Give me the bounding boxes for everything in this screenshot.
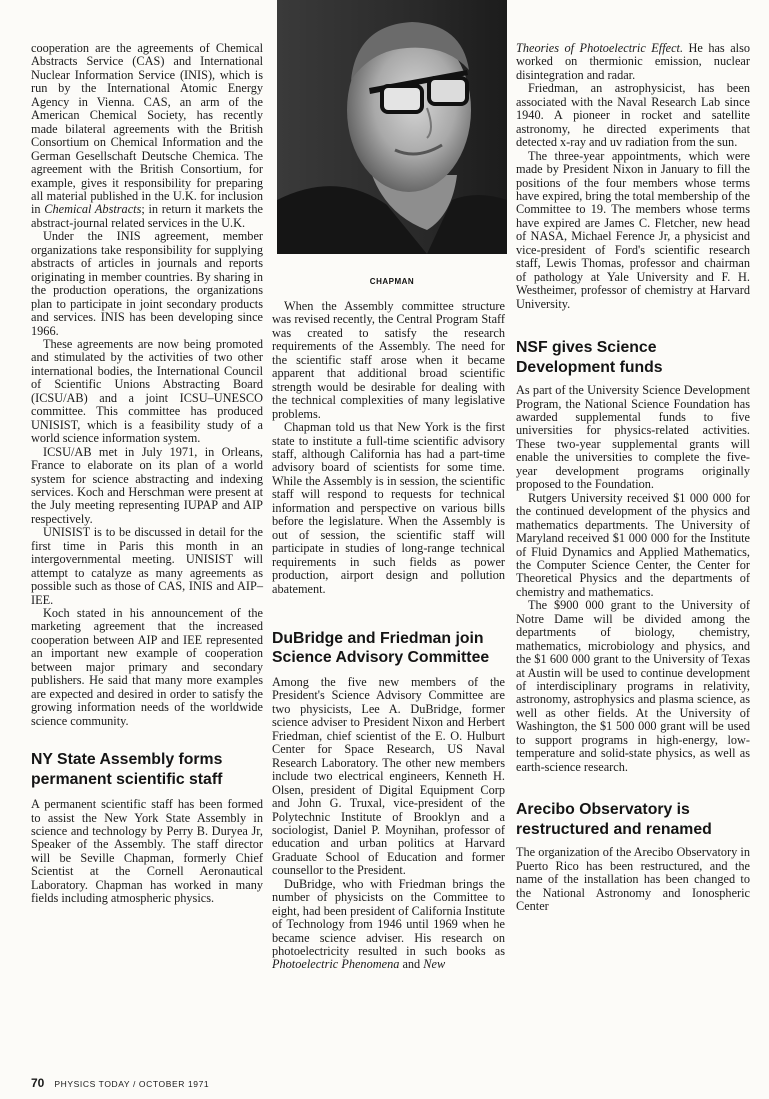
paragraph: When the Assembly committee structure was revised recently, the Central Program Staff was created to satisfy the research requirements of the Assembly. The need for the scientific staff arose when it became apparent that additional broad scientific strength would be desirable for dealing with the technical complexities of many legislative problems. <box>272 299 505 421</box>
paragraph: cooperation are the agreements of Chemical Abstracts Service (CAS) and International Nuclear Information Service (INIS), which is run by the International Atomic Energy Agency in Vienna. CAS, an arm of the American Chemical Society, has recently made bilateral agreements with the British Consortium on Chemical Information and the German Gesellschaft Deutsche Chemica. The agreement with the British Consortium, for example, gives it responsibility for preparing all material published in the U.K. for inclusion in Chemical Abstracts; in return it markets the abstract-journal related services in the U.K. <box>31 41 264 230</box>
italic-title: Theories of Photoelectric Effect. <box>516 41 684 55</box>
section-heading-arecibo: Arecibo Observatory is restructured and renamed <box>516 801 712 838</box>
column-2 <box>272 300 505 972</box>
paragraph: Among the five new members of the President's Science Advisory Committee are two physicists, Lee A. DuBridge, former science adviser to President Nixon and Herbert Friedman, chief scientist of the E. O. Hulburt Center for Space Research, US Naval Research Laboratory. The other new members include two electrical engineers, Kenneth H. Olsen, president of Digital Equipment Corp and John G. Truxal, vice-president of the Polytechnic Institute of Brooklyn and a sociologist, Daniel P. Moynihan, professor of education and urban politics at Harvard Graduate School of Education and former counsellor to the President. <box>272 674 505 878</box>
running-head: PHYSICS TODAY / OCTOBER 1971 <box>54 1079 210 1089</box>
column-3 <box>516 42 750 913</box>
chapman-portrait <box>277 0 507 254</box>
section-heading-nsf: NSF gives Science Development funds <box>516 339 663 376</box>
paragraph: Friedman, an astrophysicist, has been associated with the Naval Research Lab since 1940. A pioneer in rocket and satellite astronomy, he directed experiments that detected x-ray and uv radiation from the sun. <box>516 81 750 150</box>
photo-caption: CHAPMAN <box>369 277 415 286</box>
italic-title: New <box>423 957 446 972</box>
portrait-photo <box>277 0 507 254</box>
paragraph: UNISIST is to be discussed in detail for the first time in Paris this month in an intergovernmental meeting. UNISIST will attempt to catalyze as many agreements as possible such as those of CAS, INIS and AIP–IEE. <box>31 525 263 607</box>
paragraph: Rutgers University received $1 000 000 for the continued development of the physics and mathematics departments. The University of Maryland received $1 000 000 for the Institute of Fluid Dynamics and Applied Mathematics, the Computer Science Center, the Center for Theoretical Physics and the departments of chemistry and mathematics. <box>516 490 750 599</box>
page-footer <box>31 1076 209 1090</box>
italic-title: Photoelectric Phenomena <box>272 957 400 972</box>
paragraph: ICSU/AB met in July 1971, in Orleans, France to elaborate on its plan of a world system for science abstracting and indexing services. Koch and Herschman were present at the July meeting representing IUPAP and AIP respectively. <box>31 444 263 526</box>
column-1 <box>31 42 263 906</box>
italic-title: Chemical Abstracts <box>44 202 142 217</box>
paragraph: Under the INIS agreement, member organizations take responsibility for supplying abstracts of articles in journals and reports originating in member countries. By sharing in the production operations, the organizations plan to participate in joint secondary products and services. INIS has been developing since 1966. <box>31 229 263 338</box>
paragraph: The three-year appointments, which were made by President Nixon in January to fill the positions of the four members whose terms have expired, bring the total membership of the Committee to 19. The members whose terms have expired are James C. Fletcher, new head of NASA, Michael Ference Jr, a physicist and vice-president of Ford's scientific research staff, Lewis Thomas, professor and chairman of pathology at Yale University and F. H. Westheimer, professor of chemistry at Harvard University. <box>516 148 750 311</box>
paragraph: Koch stated in his announcement of the marketing agreement that the increased cooperation between AIP and IEE represented an important new example of cooperation between major primary and secondary publishers. He said that many more examples are expected and desired in order to satisfy the growing information needs of the worldwide science community. <box>31 606 263 728</box>
paragraph: The organization of the Arecibo Observatory in Puerto Rico has been restructured, and the name of the installation has been changed to the National Astronomy and Ionospheric Center <box>516 845 750 914</box>
paragraph: The $900 000 grant to the University of Notre Dame will be divided among the departments of biology, chemistry, mathematics, microbiology and physics, and the $1 600 000 grant to the University of Texas at Austin will be used to continue development of interdisciplinary programs in relativity, astronomy, astrophysics and plasma science, as well as other fields. At the University of Washington, the $1 500 000 grant will be used to support programs in high-energy, low-temperature and solid-state physics, as well as earth-science research. <box>516 598 750 774</box>
section-heading-ny-assembly: NY State Assembly forms permanent scientific staff <box>31 751 223 788</box>
paragraph: As part of the University Science Development Program, the National Science Foundation has awarded supplemental funds to five universities for physics-related activities. These two-year supplemental grants will enable the universities to complete the five-year development programs originally proposed to the Foundation. <box>516 383 750 492</box>
paragraph: Theories of Photoelectric Effect. He has also worked on thermionic emission, nuclear disintegration and radar. <box>516 41 751 82</box>
paragraph: DuBridge, who with Friedman brings the number of physicists on the Committee to eight, had been president of California Institute of Technology from 1946 until 1969 when he became science adviser. His research on photoelectricity resulted in such books as Photoelectric Phenomena and New <box>272 876 505 972</box>
paragraph: These agreements are now being promoted and stimulated by the activities of two other international bodies, the International Council of Scientific Unions Abstracting Board (ICSU/AB) and a joint ICSU–UNESCO committee. This committee has produced UNISIST, which is a feasibility study of a world science information system. <box>31 336 263 446</box>
page-number: 70 <box>31 1076 45 1090</box>
paragraph: A permanent scientific staff has been formed to assist the New York State Assembly in science and technology by Perry B. Duryea Jr, Speaker of the Assembly. The staff director will be Seville Chapman, formerly Chief Scientist at the Cornell Aeronautical Laboratory. Chapman has worked in many fields including atmospheric physics. <box>31 797 263 906</box>
section-heading-dubridge: DuBridge and Friedman join Science Advisory Committee <box>272 629 490 667</box>
paragraph: Chapman told us that New York is the first state to institute a full-time scientific advisory staff, although California has had a part-time advisory board of scientists for some time. While the Assembly is in session, the scientific staff will respond to requests for technical information and perspective on various bills before the legislature. When the Assembly is out of session, the scientific staff will participate in studies of long-range technical requirements in such fields as power production, airport design and pollution abatement. <box>272 420 505 596</box>
